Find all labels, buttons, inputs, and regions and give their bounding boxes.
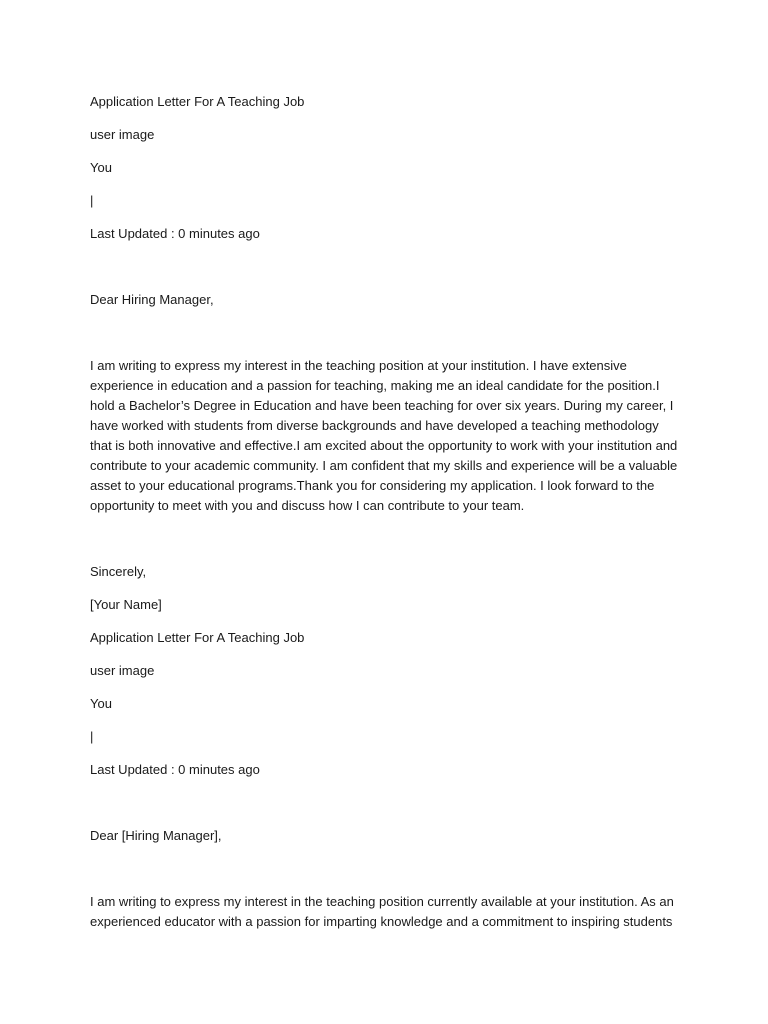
salutation: Dear [Hiring Manager], [90, 828, 222, 843]
document-content [90, 92, 680, 932]
user-image-alt-text: user image [90, 663, 155, 678]
salutation: Dear Hiring Manager, [90, 292, 214, 307]
author-name: You [90, 160, 112, 175]
closing: Sincerely, [90, 564, 147, 579]
letter-body: I am writing to express my interest in the teaching position at your institution. I have extensive experience in education and a passion for teaching, making me an ideal candidate for the position.I hold a Bachelor’s Degree in Education and have been teaching for over six years. During my career, I have worked with students from diverse backgrounds and have developed a teaching methodology that is both innovative and effective.I am excited about the opportunity to work with your institution and contribute to your academic community. I am confident that my skills and experience will be a valuable asset to your educational programs.Thank you for considering my application. I look forward to the opportunity to meet with you and discuss how I can contribute to your team. [90, 358, 678, 513]
letter-body: I am writing to express my interest in the teaching position currently available at your institution. As an experienced educator with a passion for imparting knowledge and a commitment to inspiring students [90, 894, 674, 929]
letter-title: Application Letter For A Teaching Job [90, 630, 305, 645]
separator: | [90, 729, 94, 744]
user-image-alt-text: user image [90, 127, 155, 142]
letter-title: Application Letter For A Teaching Job [90, 94, 305, 109]
last-updated: Last Updated : 0 minutes ago [90, 226, 260, 241]
last-updated: Last Updated : 0 minutes ago [90, 762, 260, 777]
author-name: You [90, 696, 112, 711]
separator: | [90, 193, 94, 208]
signature: [Your Name] [90, 597, 162, 612]
